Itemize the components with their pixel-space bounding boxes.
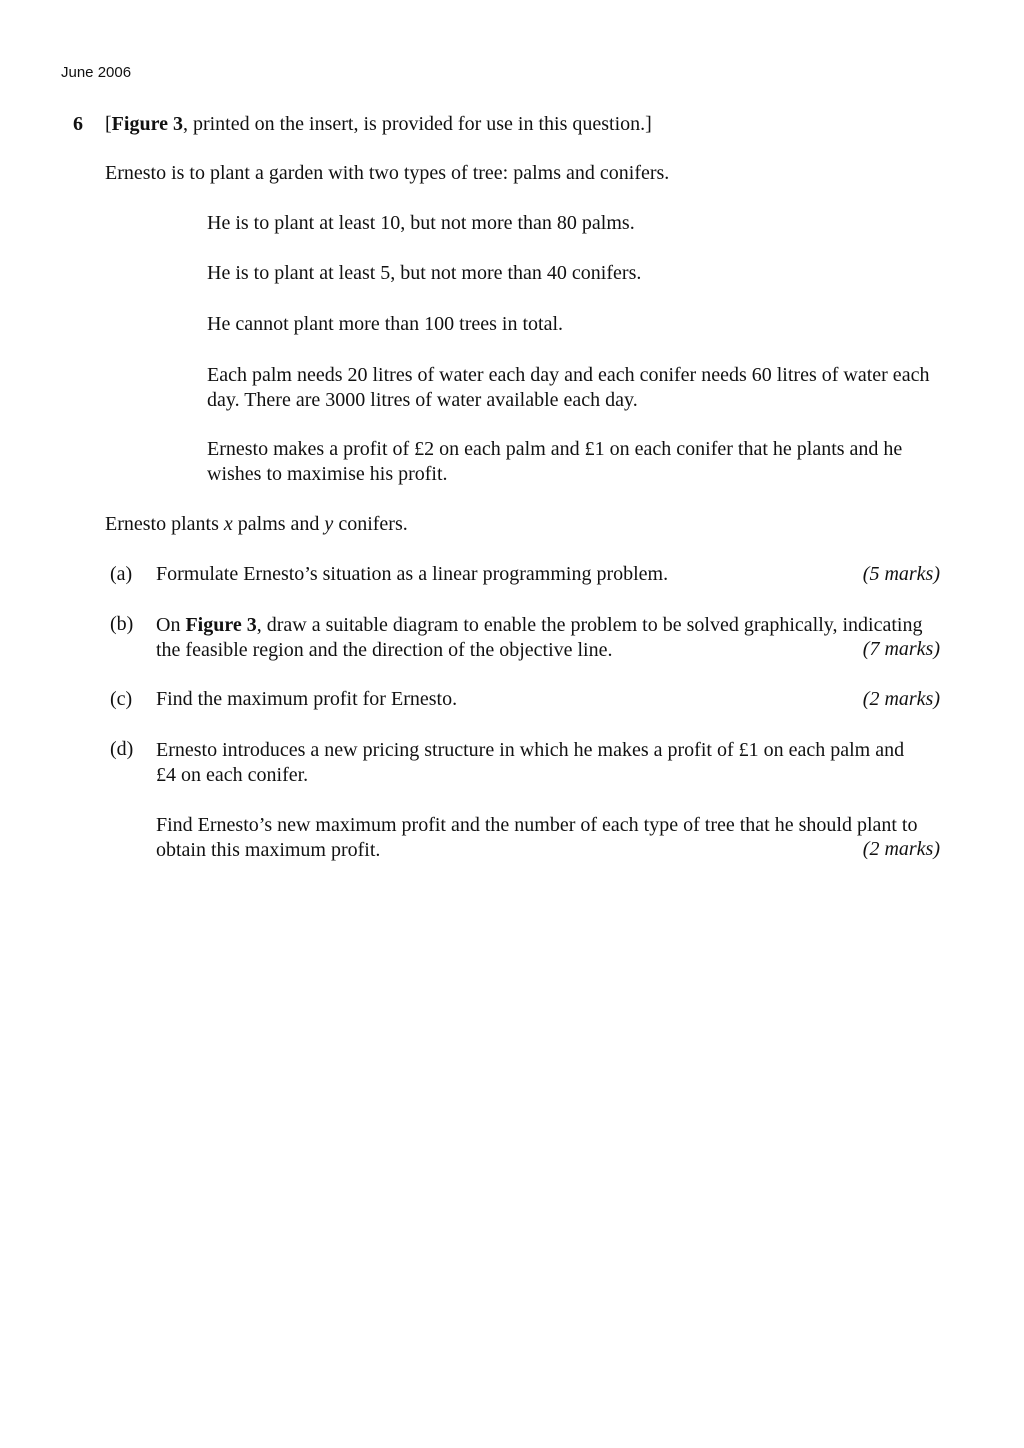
part-d-label: (d) [110,738,134,760]
part-b-text [156,613,926,663]
question-instruction [105,113,652,136]
condition-palms: He is to plant at least 10, but not more than 80 palms. [207,212,635,234]
condition-water: Each palm needs 20 litres of water each day and each conifer needs 60 litres of water each day. There are 3000 litres of water available each day. [207,364,930,411]
part-a-text: Formulate Ernesto’s situation as a linear programming problem. [156,563,669,585]
question-number: 6 [73,113,83,135]
part-c-text: Find the maximum profit for Ernesto. [156,688,458,710]
part-d-marks: (2 marks) [862,838,940,860]
condition-total-trees: He cannot plant more than 100 trees in total. [207,313,564,335]
variables-post: conifers. [333,513,408,535]
part-b-marks: (7 marks) [862,638,940,660]
instruction-open-bracket: [ [105,113,112,135]
part-a-marks: (5 marks) [862,563,940,585]
part-b-body: , draw a suitable diagram to enable the problem to be solved graphically, indicating the feasible region and the direction of the objective line. [156,614,923,661]
variables-mid: palms and [232,513,325,535]
part-b-figure-reference: Figure 3 [185,614,257,636]
part-d-text-1: Ernesto introduces a new pricing structure in which he makes a profit of £1 on each palm and £4 on each conifer. [156,739,905,786]
figure-reference: Figure 3 [111,113,183,135]
header-date: June 2006 [61,64,132,81]
part-c-marks: (2 marks) [862,688,940,710]
part-b-pre: On [156,614,186,636]
part-c-label: (c) [110,688,133,710]
part-d-text-2: Find Ernesto’s new maximum profit and the number of each type of tree that he should plant to obtain this maximum profit. [156,814,918,861]
variables-statement [105,513,408,536]
question-intro: Ernesto is to plant a garden with two types of tree: palms and conifers. [105,162,670,184]
part-b-label: (b) [110,613,134,635]
variables-pre: Ernesto plants [105,513,224,535]
part-a-label: (a) [110,563,133,585]
variable-x: x [223,513,233,535]
instruction-rest: , printed on the insert, is provided for use in this question.] [182,113,652,135]
variable-y: y [324,513,334,535]
condition-conifers: He is to plant at least 5, but not more than 40 conifers. [207,262,642,284]
condition-profit: Ernesto makes a profit of £2 on each palm and £1 on each conifer that he plants and he wishes to maximise his profit. [207,438,903,485]
